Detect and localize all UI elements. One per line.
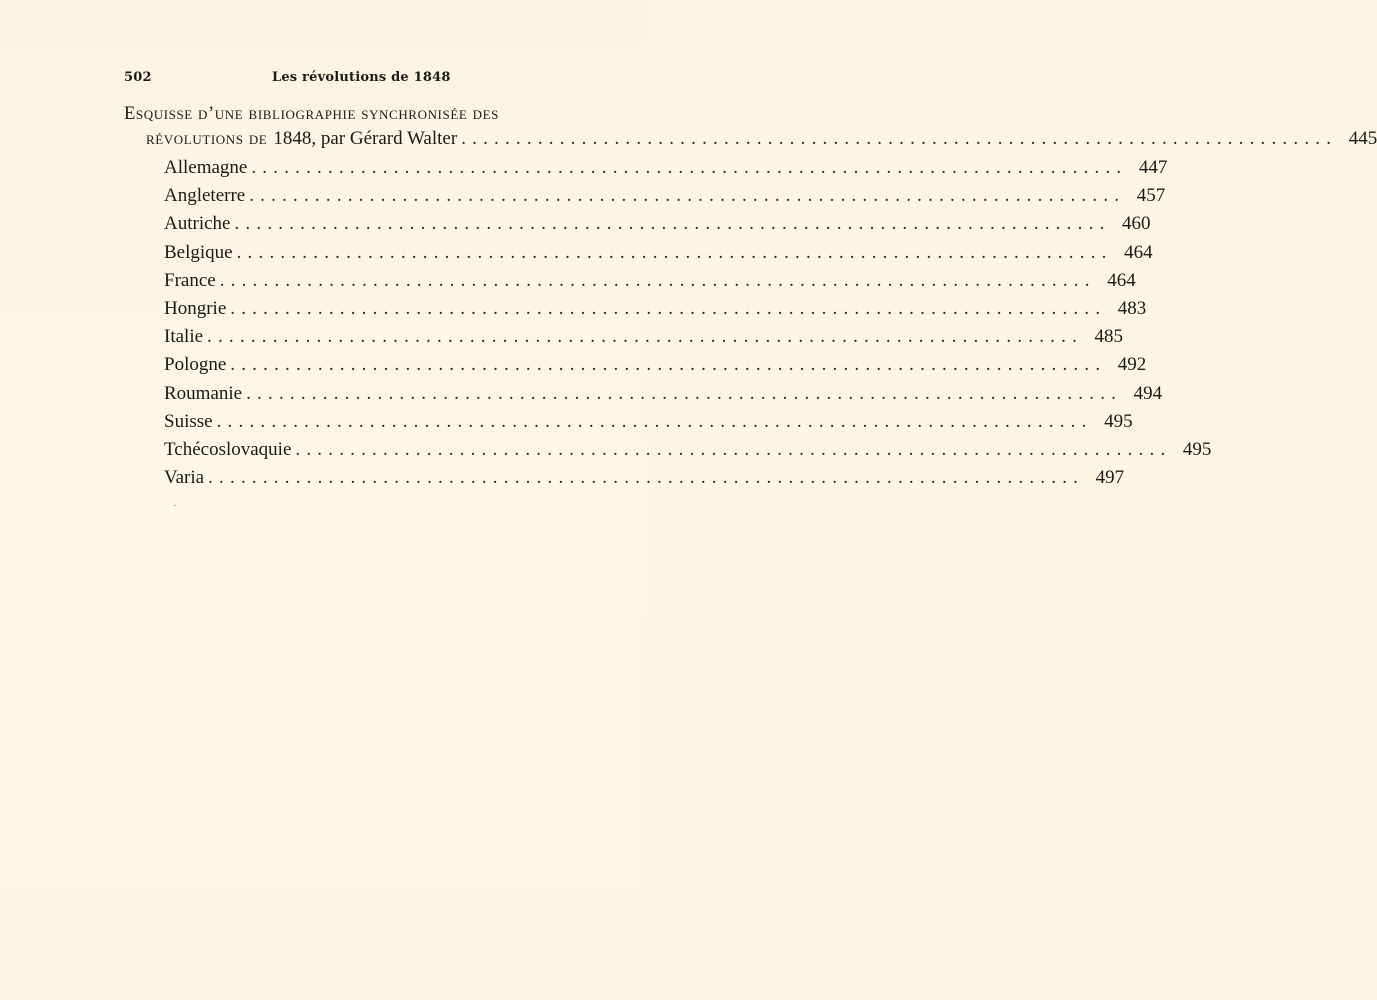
toc-entry-page-number: 495 [1182, 438, 1212, 460]
dot-leader: ................................................................................ [208, 467, 1085, 489]
dot-leader: ................................................................................ [295, 438, 1172, 460]
toc-entry-page-number: 483 [1117, 297, 1147, 319]
paper-speck [174, 505, 176, 506]
section-title-line2 [146, 128, 1377, 150]
toc-entry-label: Italie [164, 326, 204, 348]
toc-entry [164, 354, 1147, 382]
toc-entry [164, 157, 1168, 185]
toc-entry-label: Autriche [164, 213, 231, 235]
section-title-line1: Esquisse d’une bibliographie synchronisée des [124, 104, 499, 124]
toc-entry-page-number: 497 [1095, 467, 1125, 489]
toc-entry-page-number: 494 [1133, 382, 1163, 404]
section-title-smallcaps: révolutions de [146, 129, 268, 149]
toc-entry [164, 213, 1151, 241]
toc-entry-page-number: 464 [1107, 269, 1136, 291]
toc-entry-label: Allemagne [164, 157, 248, 178]
toc-entry [164, 438, 1212, 467]
toc-section-heading [124, 104, 1377, 160]
dot-leader: ................................................................................ [230, 297, 1107, 319]
dot-leader: ................................................................................ [461, 128, 1338, 149]
toc-entry [164, 269, 1136, 298]
dot-leader: ................................................................................ [230, 354, 1107, 376]
toc-entry [164, 326, 1124, 354]
toc-entry-page-number: 464 [1124, 241, 1153, 263]
page-number: 502 [124, 70, 152, 85]
toc-entry [164, 467, 1125, 495]
toc-entry-page-number: 457 [1136, 185, 1166, 207]
toc-entry-page-number: 495 [1104, 410, 1133, 432]
toc-entry [164, 382, 1163, 411]
toc-entry [164, 185, 1166, 213]
section-page-number: 445 [1348, 128, 1377, 149]
book-title: Les révolutions de 1848 [272, 70, 451, 85]
toc-entry-label: Belgique [164, 241, 233, 263]
toc-entry-page-number: 485 [1094, 326, 1124, 348]
dot-leader: ................................................................................ [219, 269, 1096, 291]
toc-entry-page-number: 492 [1117, 354, 1147, 376]
toc-entry-label: Suisse [164, 410, 213, 432]
toc-entry [164, 297, 1147, 326]
toc-entry-list [164, 157, 1212, 495]
toc-entry-label: France [164, 269, 216, 291]
running-head [124, 70, 606, 90]
toc-entry [164, 410, 1133, 439]
toc-entry-label: Pologne [164, 354, 227, 376]
dot-leader: ................................................................................ [251, 157, 1128, 178]
section-title-rest: 1848, par Gérard Walter [273, 128, 458, 149]
dot-leader: ................................................................................ [246, 382, 1123, 404]
toc-entry-page-number: 447 [1138, 157, 1168, 178]
toc-entry-label: Hongrie [164, 297, 227, 319]
dot-leader: ................................................................................ [236, 241, 1113, 263]
toc-entry-label: Roumanie [164, 382, 243, 404]
dot-leader: ................................................................................ [207, 326, 1084, 348]
toc-entry-label: Angleterre [164, 185, 246, 207]
table-of-contents [124, 104, 1377, 495]
dot-leader: ................................................................................ [249, 185, 1126, 207]
dot-leader: ................................................................................ [234, 213, 1111, 235]
toc-entry [164, 241, 1153, 270]
dot-leader: ................................................................................ [216, 410, 1093, 432]
toc-entry-page-number: 460 [1121, 213, 1151, 235]
toc-entry-label: Tchécoslovaquie [164, 438, 292, 460]
toc-entry-label: Varia [164, 467, 205, 489]
